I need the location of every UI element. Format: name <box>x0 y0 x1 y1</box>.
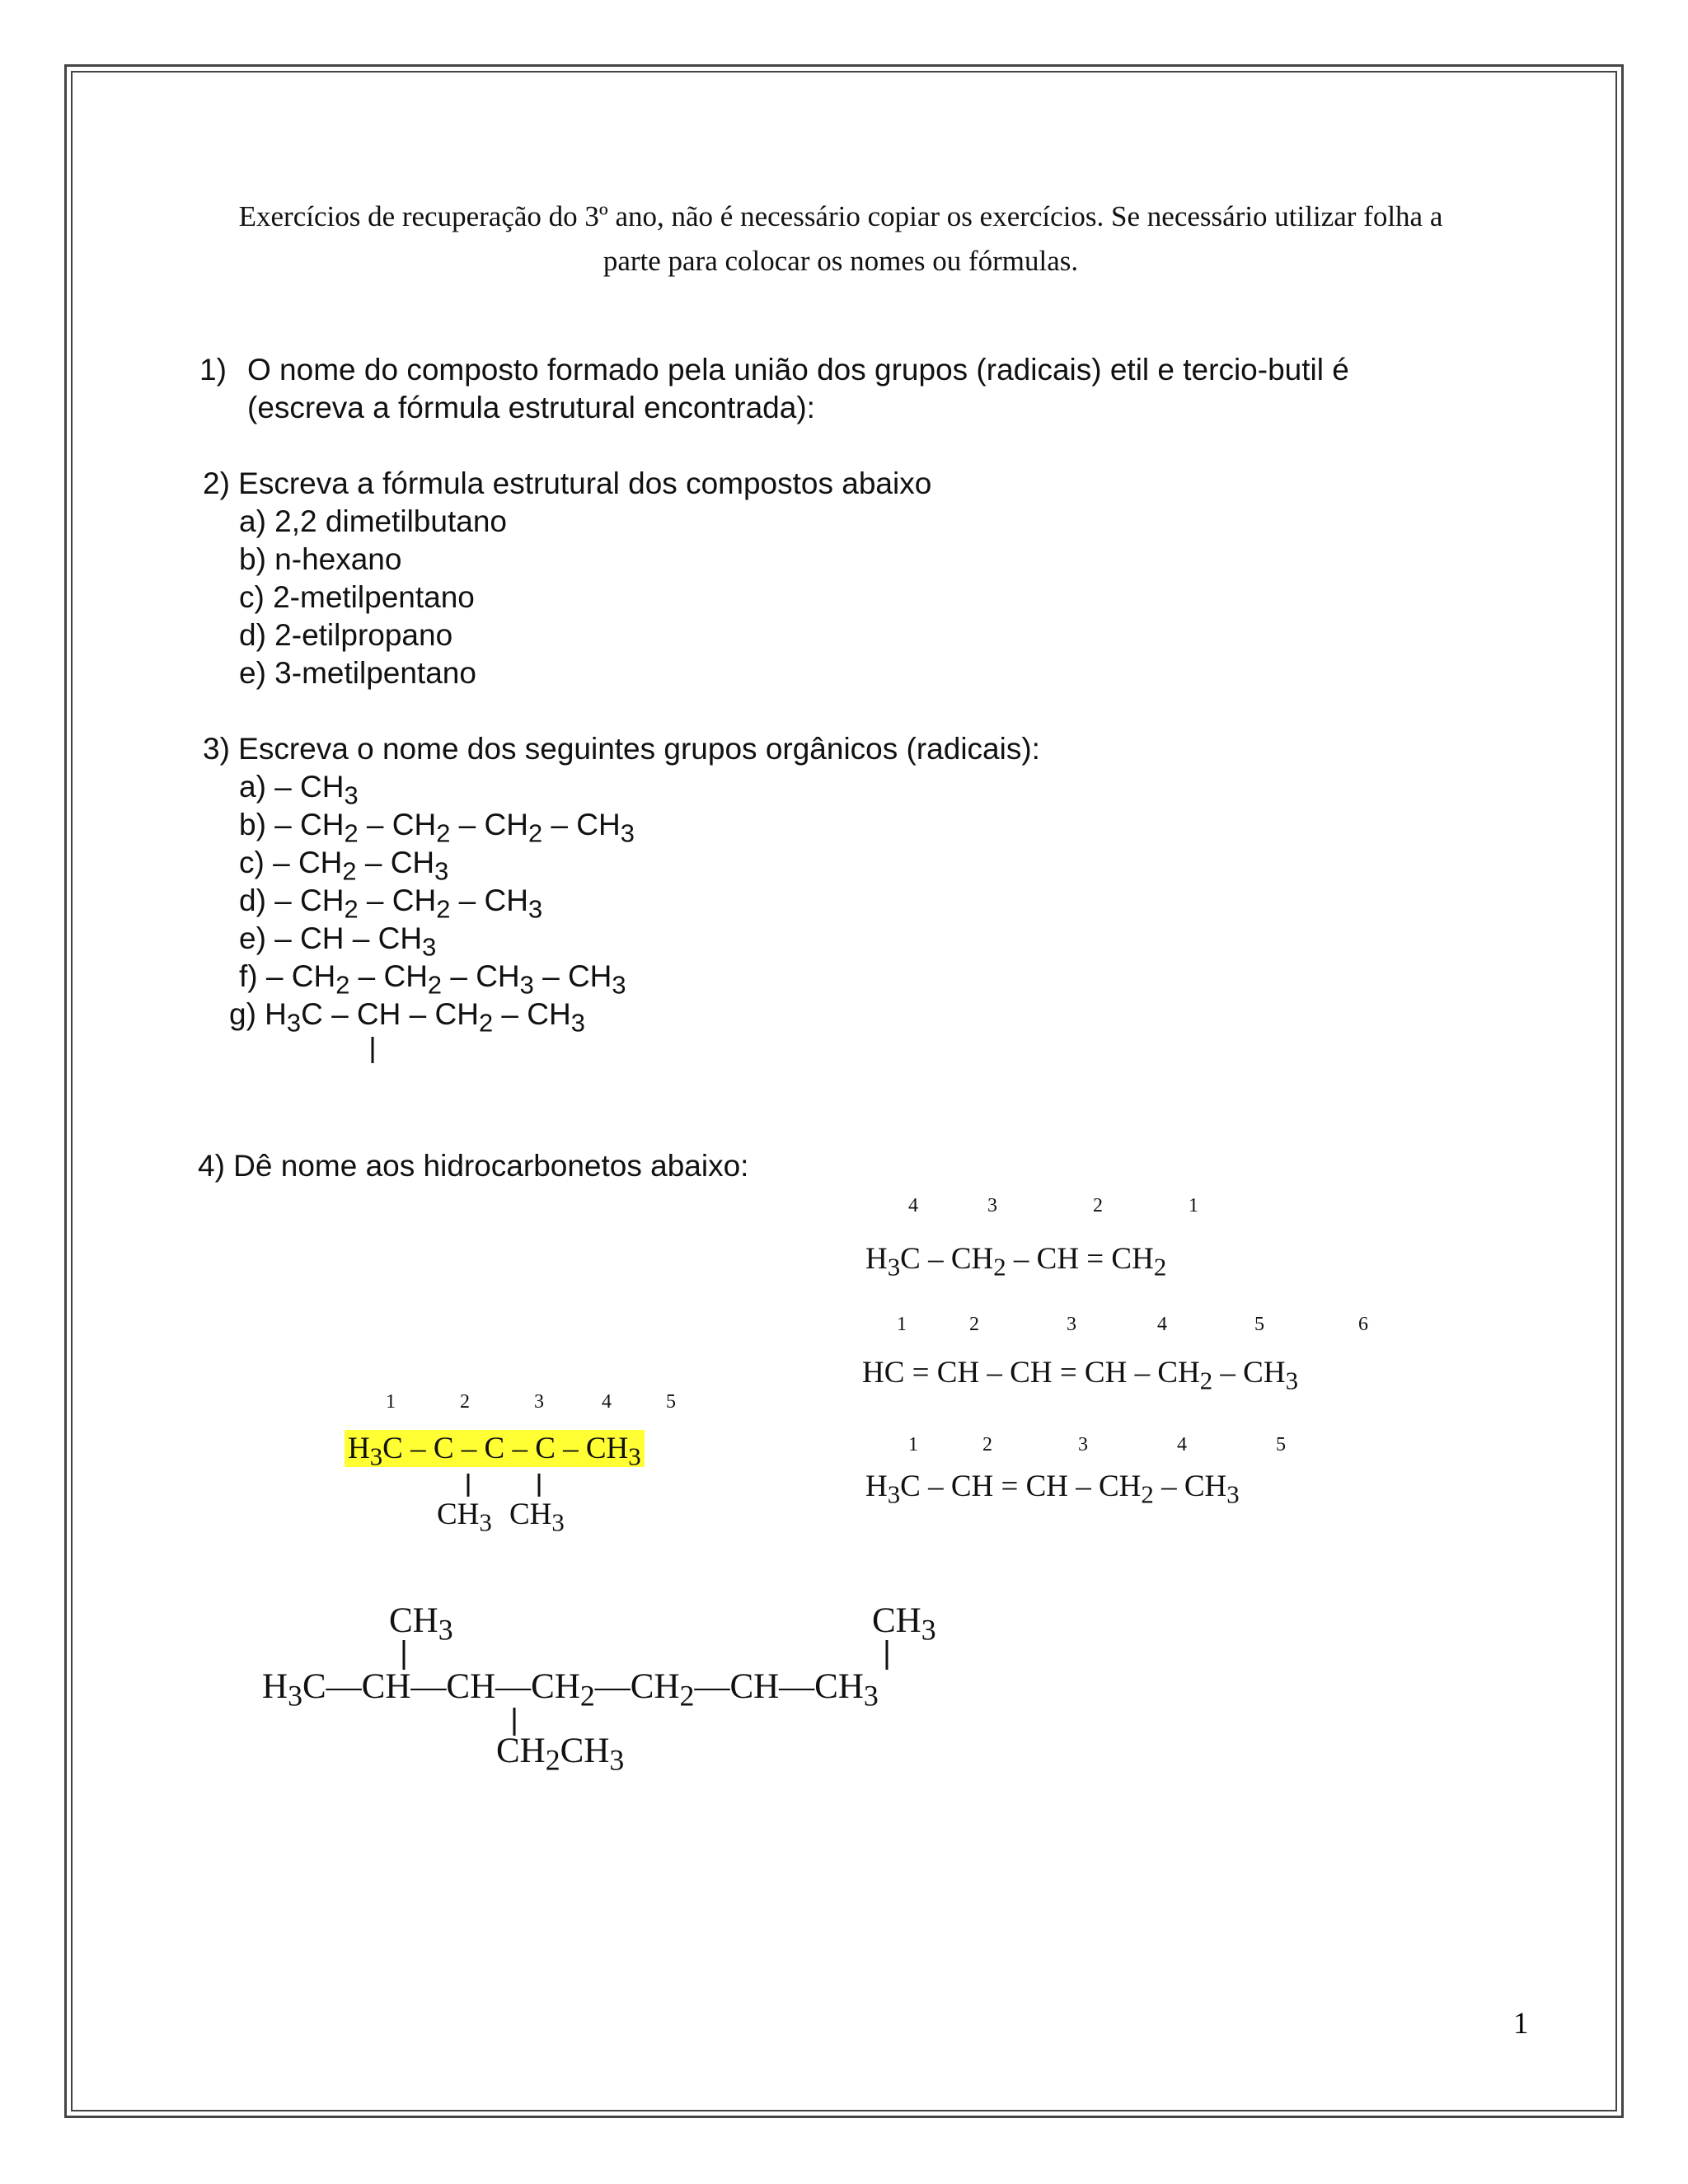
q2-item-d: d) 2-etilpropano <box>239 618 453 652</box>
q2-title: 2) Escreva a fórmula estrutural dos compostos abaixo <box>203 466 932 500</box>
q3-title: 3) Escreva o nome dos seguintes grupos orgânicos (radicais): <box>203 732 1040 766</box>
s4-num-1: 1 <box>386 1391 396 1413</box>
structure-1-formula: $H_3C - CH_2$ – CH = $CH_2$ <box>865 1242 1167 1282</box>
structure-4-formula: $H_3C$ – C – C – C – $CH_3$ <box>345 1431 645 1471</box>
s4-num-2: 2 <box>460 1391 470 1413</box>
q2-item-e: e) 3-metilpentano <box>239 656 476 690</box>
q3-item-f: $f) - CH_2 - CH_2 - CH_3 - CH_3$ <box>239 959 626 1000</box>
q1-number: 1) <box>199 353 227 387</box>
q1-line-1: O nome do composto formado pela união dos grupos (radicais) etil e tercio-butil é <box>247 353 1349 387</box>
s3-num-3: 3 <box>1078 1434 1088 1455</box>
s4-num-5: 5 <box>666 1391 676 1413</box>
s1-num-1: 1 <box>1189 1195 1198 1216</box>
s2-num-1: 1 <box>897 1314 907 1335</box>
s2-num-3: 3 <box>1067 1314 1076 1335</box>
s4-methyl-2: $CH_3$ <box>509 1497 565 1537</box>
q3-item-g: g) $H_3C$ – CH – $CH_2 - CH_3$ <box>229 997 585 1038</box>
q3-item-a: $a) - CH_3$ <box>239 770 359 810</box>
s3-num-5: 5 <box>1276 1434 1286 1455</box>
q3-item-d: $d) - CH_2 - CH_2 - CH_3$ <box>239 883 543 924</box>
s4-methyl-1: $CH_3$ <box>437 1497 492 1537</box>
q2-item-a: a) 2,2 dimetilbutano <box>239 504 507 538</box>
q3-item-b: $b) - CH_2 - CH_2 - CH_2 - CH_3$ <box>239 808 635 848</box>
s4-num-3: 3 <box>534 1391 544 1413</box>
s2-num-6: 6 <box>1358 1314 1368 1335</box>
page-number: 1 <box>1513 2007 1529 2041</box>
s5-top-methyl-2: $CH_3$ <box>872 1601 936 1647</box>
q1-line-2: (escreva a fórmula estrutural encontrada): <box>247 391 815 424</box>
q2-item-c: c) 2-metilpentano <box>239 580 475 614</box>
q4-title: 4) Dê nome aos hidrocarbonetos abaixo: <box>198 1149 749 1183</box>
s3-num-2: 2 <box>982 1434 992 1455</box>
structure-2-formula: HC = CH – CH = CH – $CH_2 - CH_3$ <box>862 1356 1298 1395</box>
structure-5-main-chain: $H_3C—CH—CH—CH_2—CH_2—CH—CH_3$ <box>262 1667 879 1713</box>
s2-num-4: 4 <box>1157 1314 1167 1335</box>
s1-num-2: 2 <box>1093 1195 1103 1216</box>
s5-top-methyl-1: $CH_3$ <box>389 1601 453 1647</box>
intro-line-1: Exercícios de recuperação do 3º ano, não é necessário copiar os exercícios. Se necessário utilizar folha a <box>238 200 1443 232</box>
s2-num-2: 2 <box>969 1314 979 1335</box>
q3-item-c: $c) - CH_2 - CH_3$ <box>239 846 449 886</box>
intro-line-2: parte para colocar os nomes ou fórmulas. <box>603 245 1079 277</box>
s3-num-1: 1 <box>908 1434 918 1455</box>
s2-num-5: 5 <box>1254 1314 1264 1335</box>
s4-num-4: 4 <box>602 1391 612 1413</box>
s5-ethyl-branch: $CH_2CH_3$ <box>496 1732 625 1777</box>
s1-num-3: 3 <box>987 1195 997 1216</box>
s1-num-4: 4 <box>908 1195 918 1216</box>
q2-item-b: b) n-hexano <box>239 542 402 576</box>
structure-3-formula: $H_3C$ – CH = CH – $CH_2 - CH_3$ <box>865 1469 1240 1509</box>
q3-item-e: e) – CH – $CH_3$ <box>239 921 437 962</box>
s3-num-4: 4 <box>1177 1434 1187 1455</box>
